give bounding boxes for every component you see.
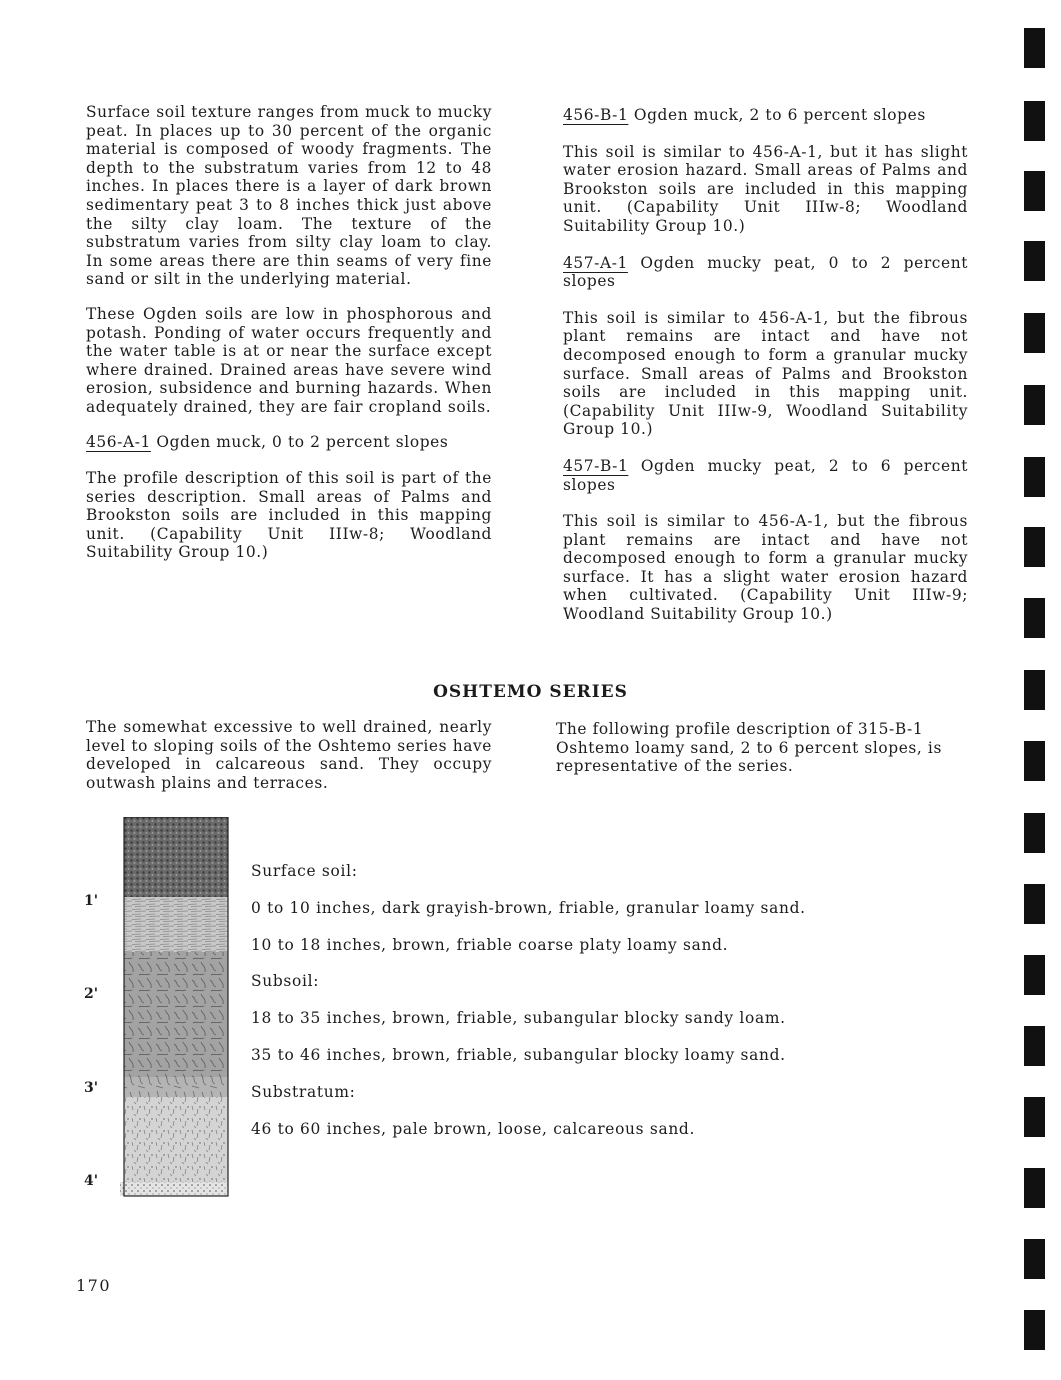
depth-label-3ft: 3' [84, 1080, 99, 1096]
left-column [86, 103, 492, 562]
binding-marker [1024, 385, 1045, 425]
unit-symbol: 457-A-1 [563, 253, 628, 272]
binding-marker [1024, 1310, 1045, 1350]
unit-name: Ogden muck, 2 to 6 percent slopes [633, 106, 926, 124]
binding-marker [1024, 28, 1045, 68]
profile-layer-subsoil-lower [124, 1077, 228, 1097]
binding-marker [1024, 813, 1045, 853]
depth-label-1ft: 1' [84, 893, 99, 909]
unit-name: Ogden mucky peat, 0 to 2 percent slopes [563, 253, 969, 291]
binding-marker [1024, 101, 1045, 141]
unit-heading-456-a-1 [86, 433, 492, 452]
unit-name: Ogden muck, 0 to 2 percent slopes [156, 432, 449, 451]
binding-marker [1024, 955, 1045, 995]
series-profile-intro-text: The following profile description of 315-B-1 Oshtemo loamy sand, 2 to 6 percent slopes, is representative of the series. [556, 720, 942, 776]
page-number: 170 [76, 1276, 112, 1295]
substratum-heading: Substratum: [251, 1082, 356, 1101]
surface-soil-heading: Surface soil: [251, 862, 358, 880]
binding-marker [1024, 670, 1045, 710]
binding-marker [1024, 1026, 1045, 1066]
binding-marker [1024, 313, 1045, 353]
binding-marker [1024, 457, 1045, 497]
series-intro-left [86, 718, 492, 792]
profile-description [251, 860, 931, 1154]
depth-label-2ft: 2' [84, 986, 99, 1002]
layer-35-46: 35 to 46 inches, brown, friable, subangular blocky loamy sand. [251, 1045, 786, 1064]
binding-marker [1024, 171, 1045, 211]
unit-heading-457-a-1 [563, 254, 968, 291]
series-intro-text: The somewhat excessive to well drained, nearly level to sloping soils of the Oshtemo series have developed in calcareous sand. They occupy outwash plains and terraces. [86, 718, 492, 792]
unit-heading-457-b-1 [563, 457, 968, 494]
soil-profile-illustration [118, 817, 230, 1197]
binding-marker [1024, 1168, 1045, 1208]
ogden-properties-paragraph: These Ogden soils are low in phosphorous and potash. Ponding of water occurs frequently and the water table is at or near the surface except where drained. Drained areas have severe wind erosion, subsidence and burning hazards. When adequately drained, they are fair cropland soils. [86, 304, 492, 416]
binding-marker [1024, 1097, 1045, 1137]
layer-10-18: 10 to 18 inches, brown, friable coarse platy loamy sand. [251, 935, 729, 954]
layer-0-10: 0 to 10 inches, dark grayish-brown, friable, granular loamy sand. [251, 898, 806, 917]
unit-description: This soil is similar to 456-A-1, but the fibrous plant remains are intact and have not decomposed enough to form a granular mucky surface. Small areas of Palms and Brookston soils are included in this mapping unit. (Capability Unit IIIw-9, Woodland Suitability Group 10.) [563, 308, 968, 439]
series-intro-right [556, 720, 966, 776]
binding-marker [1024, 1239, 1045, 1279]
unit-symbol: 456-B-1 [563, 106, 629, 124]
profile-layer-substratum [124, 1097, 228, 1182]
binding-marker [1024, 741, 1045, 781]
profile-layer-subsoil-upper [124, 952, 228, 1077]
profile-layer-surface [124, 817, 228, 897]
ogden-texture-paragraph: Surface soil texture ranges from muck to mucky peat. In places up to 30 percent of the organic material is composed of woody fragments. The depth to the substratum varies from 12 to 48 inches. In places there is a layer of dark brown sedimentary peat 3 to 8 inches thick just above the silty clay loam. The texture of the substratum varies from silty clay loam to clay. In some areas there are thin seams of very fine sand or silt in the underlying material. [86, 103, 492, 289]
series-title: OSHTEMO SERIES [433, 682, 628, 702]
profile-layer-base [120, 1182, 228, 1196]
binding-marker [1024, 241, 1045, 281]
right-column [563, 106, 968, 624]
unit-description: The profile description of this soil is part of the series description. Small areas of Palms and Brookston soils are included in this mapping unit. (Capability Unit IIIw-8; Woodland Suitability Group 10.) [86, 469, 492, 562]
unit-name: Ogden mucky peat, 2 to 6 percent slopes [563, 456, 968, 494]
unit-heading-456-b-1 [563, 106, 968, 125]
depth-label-4ft: 4' [84, 1173, 99, 1189]
unit-symbol: 456-A-1 [86, 432, 151, 451]
layer-46-60: 46 to 60 inches, pale brown, loose, calcareous sand. [251, 1119, 696, 1138]
binding-marker [1024, 598, 1045, 638]
subsoil-heading: Subsoil: [251, 972, 320, 991]
unit-description: This soil is similar to 456-A-1, but the fibrous plant remains are intact and have not decomposed enough to form a granular mucky surface. It has a slight water erosion hazard when cultivated. (Capability Unit IIIw-9; Woodland Suitability Group 10.) [563, 512, 968, 624]
unit-description: This soil is similar to 456-A-1, but it has slight water erosion hazard. Small areas of Palms and Brookston soils are included in this mapping unit. (Capability Unit IIIw-8; Woodland Suitability Group 10.) [563, 142, 968, 235]
layer-18-35: 18 to 35 inches, brown, friable, subangular blocky sandy loam. [251, 1009, 786, 1028]
unit-symbol: 457-B-1 [563, 456, 629, 475]
binding-marker [1024, 884, 1045, 924]
profile-layer-platy [124, 897, 228, 952]
binding-marker [1024, 527, 1045, 567]
